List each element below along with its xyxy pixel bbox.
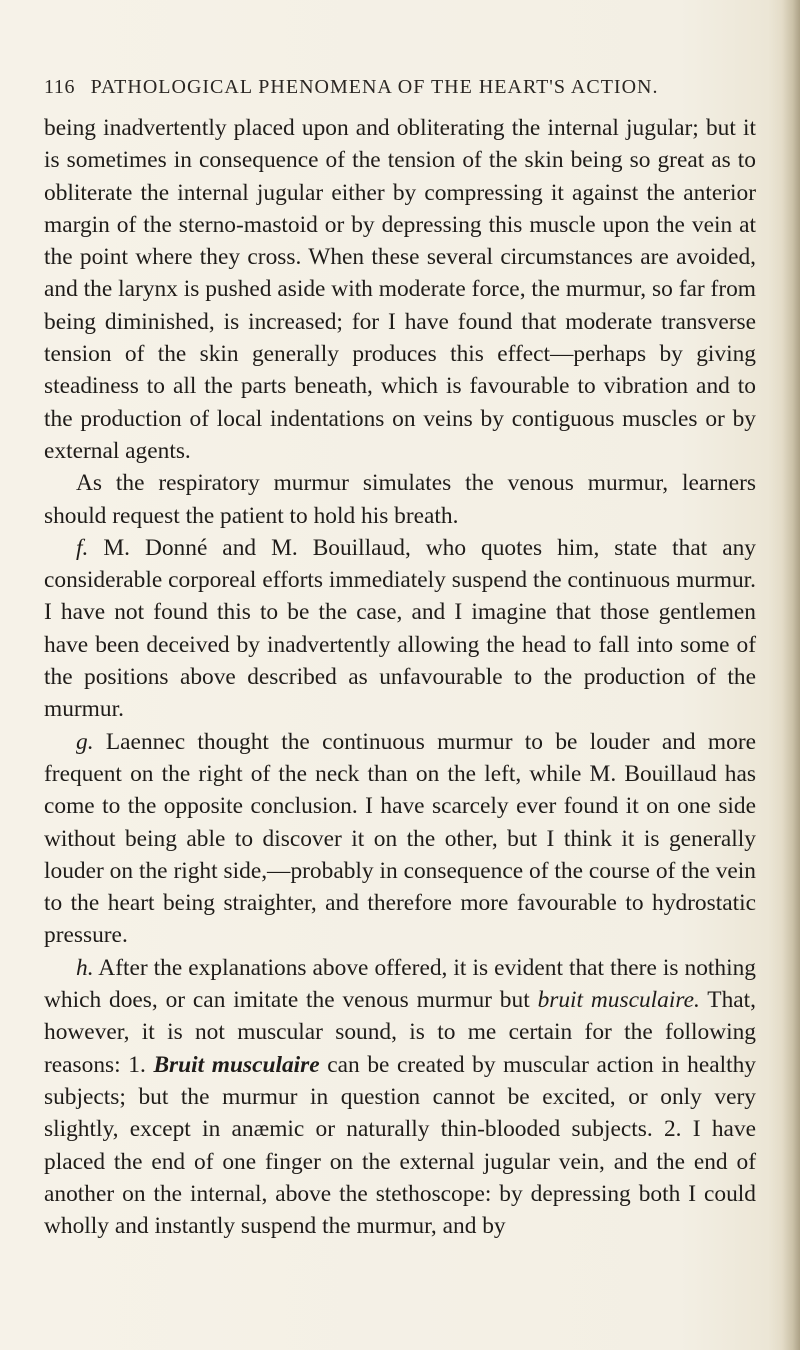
running-title: PATHOLOGICAL PHENOMENA OF THE HEART'S ACTION. xyxy=(90,76,659,98)
paragraph-respiratory: As the respiratory murmur simulates the venous murmur, learners should request the patient to hold his breath. xyxy=(44,470,756,529)
paragraph-g: g. Laennec thought the continuous murmur to be louder and more frequent on the right of the neck than on the left, while M. Bouillaud has come to the opposite conclusion. I have scarcely ever found it on one side without being able to discover it on the other, but I think it is generally louder on the right side,—probably in consequence of the course of the vein to the heart being straighter, and therefore more favourable to hydrostatic pressure. xyxy=(44,728,756,949)
running-header xyxy=(44,76,724,99)
paragraph-label: h. xyxy=(76,954,94,981)
paragraph-label: g. xyxy=(76,728,94,755)
body-text xyxy=(44,112,756,1242)
italic-term: bruit musculaire. xyxy=(537,987,700,1014)
paragraph-h: h. After the explanations above offered, it is evident that there is nothing which does, or can imitate the venous murmur but bruit musculaire. That, however, it is not muscular sound, is to me certain for the following reasons: 1. Bruit musculaire can be created by muscular action in healthy subjects; but the murmur in question cannot be excited, or only very slightly, except in anæmic or naturally thin-blooded subjects. 2. I have placed the end of one finger on the external jugular vein, and the end of another on the internal, above the stethoscope: by depressing both I could wholly and instantly suspend the murmur, and by xyxy=(44,954,756,1240)
page-edge-shadow xyxy=(782,0,800,1350)
paragraph-f: f. M. Donné and M. Bouillaud, who quotes him, state that any considerable corporeal efforts immediately suspend the continuous murmur. I have not found this to be the case, and I imagine that those gentlemen have been deceived by inadvertently allowing the head to fall into some of the positions above described as unfavourable to the production of the murmur. xyxy=(44,534,756,723)
page-number: 116 xyxy=(44,76,76,98)
paragraph-continued: being inadvertently placed upon and obliterating the internal jugular; but it is sometimes in consequence of the tension of the skin being so great as to obliterate the internal jugular either by compressing it against the anterior margin of the sterno-mastoid or by depressing this muscle upon the vein at the point where they cross. When these several circumstances are avoided, and the larynx is pushed aside with moderate force, the murmur, so far from being diminished, is increased; for I have found that moderate transverse tension of the skin generally produces this effect—perhaps by giving steadiness to all the parts beneath, which is favourable to vibration and to the production of local indentations on veins by contiguous muscles or by external agents. xyxy=(44,115,756,464)
paragraph-label: f. xyxy=(76,534,89,561)
italic-term: Bruit musculaire xyxy=(153,1051,320,1078)
